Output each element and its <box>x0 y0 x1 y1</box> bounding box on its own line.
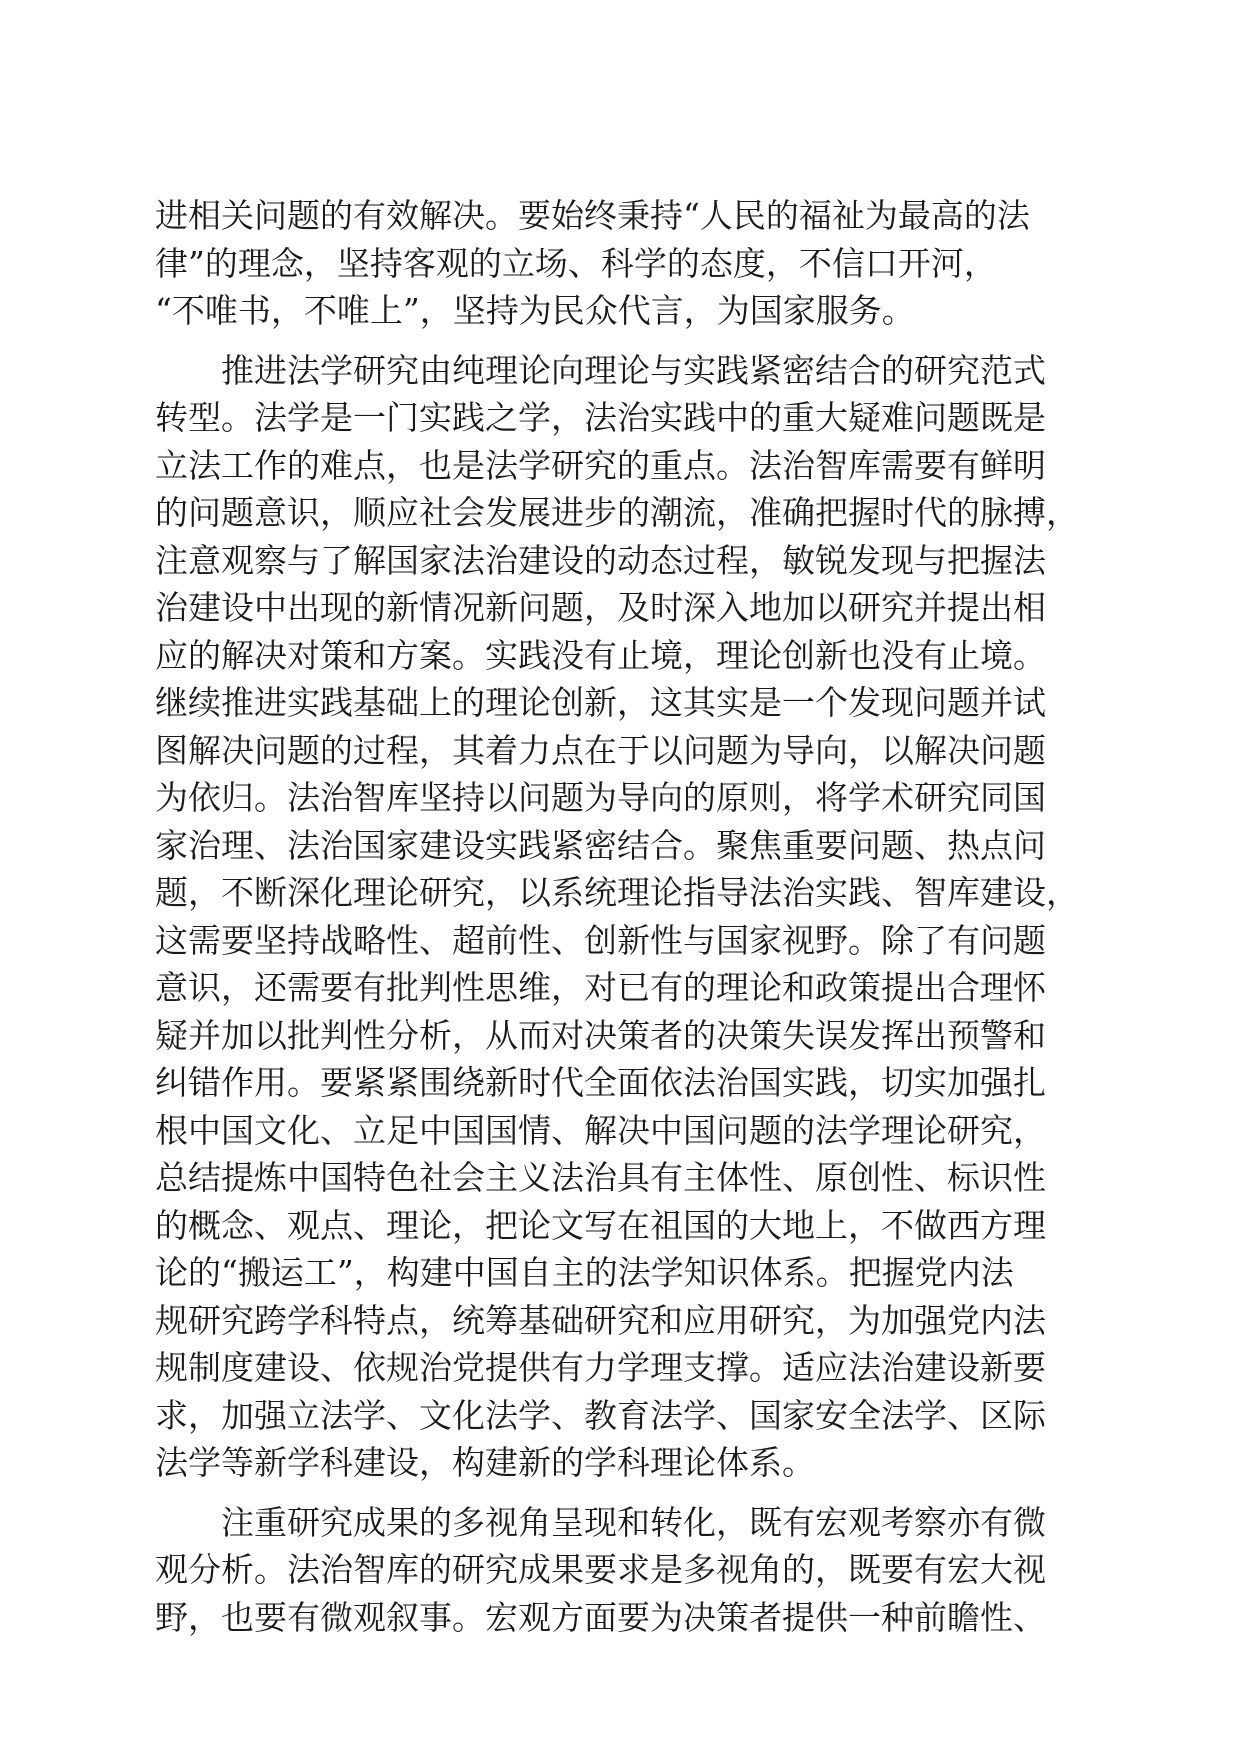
text-line: 这需要坚持战略性、超前性、创新性与国家视野。除了有问题 <box>155 920 1046 960</box>
text-line: 应的解决对策和方案。实践没有止境，理论创新也没有止境。 <box>155 635 1046 675</box>
text-line: 转型。法学是一门实践之学，法治实践中的重大疑难问题既是 <box>155 398 1046 437</box>
text-line: 治建设中出现的新情况新问题，及时深入地加以研究并提出相 <box>155 588 1046 627</box>
text-line: 总结提炼中国特色社会主义法治具有主体性、原创性、标识性 <box>155 1158 1046 1197</box>
text-line: 继续推进实践基础上的理论创新，这其实是一个发现问题并试 <box>155 683 1046 722</box>
text-line: 家治理、法治国家建设实践紧密结合。聚焦重要问题、热点问 <box>155 825 1046 865</box>
text-line: “不唯书，不唯上”，坚持为民众代言，为国家服务。 <box>155 291 915 330</box>
text-line: 的问题意识，顺应社会发展进步的潮流，准确把握时代的脉搏， <box>155 493 1079 532</box>
text-line: 注重研究成果的多视角呈现和转化，既有宏观考察亦有微 <box>221 1502 1046 1542</box>
text-line: 根中国文化、立足中国国情、解决中国问题的法学理论研究， <box>155 1110 1046 1150</box>
text-line: 野，也要有微观叙事。宏观方面要为决策者提供一种前瞻性、 <box>155 1597 1046 1637</box>
text-line: 进相关问题的有效解决。要始终秉持“人民的福祉为最高的法 <box>155 196 1030 235</box>
text-line: 意识，还需要有批判性思维，对已有的理论和政策提出合理怀 <box>155 968 1046 1007</box>
text-line: 立法工作的难点，也是法学研究的重点。法治智库需要有鲜明 <box>155 445 1046 485</box>
text-line: 法学等新学科建设，构建新的学科理论体系。 <box>155 1443 815 1482</box>
text-line: 规研究跨学科特点，统筹基础研究和应用研究，为加强党内法 <box>155 1300 1046 1340</box>
text-line: 题，不断深化理论研究，以系统理论指导法治实践、智库建设， <box>155 873 1079 912</box>
text-line: 规制度建设、依规治党提供有力学理支撑。适应法治建设新要 <box>155 1348 1046 1387</box>
text-line: 图解决问题的过程，其着力点在于以问题为导向，以解决问题 <box>155 730 1046 770</box>
text-line: 推进法学研究由纯理论向理论与实践紧密结合的研究范式 <box>221 350 1046 390</box>
text-line: 的概念、观点、理论，把论文写在祖国的大地上，不做西方理 <box>155 1205 1046 1245</box>
paragraph <box>155 192 1085 335</box>
text-line: 观分析。法治智库的研究成果要求是多视角的，既要有宏大视 <box>155 1550 1046 1589</box>
paragraph <box>155 347 1085 1487</box>
text-line: 为依归。法治智库坚持以问题为导向的原则，将学术研究同国 <box>155 778 1046 817</box>
paragraph <box>155 1499 1085 1642</box>
text-line: 求，加强立法学、文化法学、教育法学、国家安全法学、区际 <box>155 1395 1046 1435</box>
text-line: 疑并加以批判性分析，从而对决策者的决策失误发挥出预警和 <box>155 1015 1046 1055</box>
text-line: 论的“搬运工”，构建中国自主的法学知识体系。把握党内法 <box>155 1253 1014 1292</box>
text-line: 纠错作用。要紧紧围绕新时代全面依法治国实践，切实加强扎 <box>155 1063 1046 1102</box>
document-body <box>155 192 1085 1641</box>
text-line: 律”的理念，坚持客观的立场、科学的态度，不信口开河， <box>155 243 997 283</box>
text-line: 注意观察与了解国家法治建设的动态过程，敏锐发现与把握法 <box>155 540 1046 580</box>
